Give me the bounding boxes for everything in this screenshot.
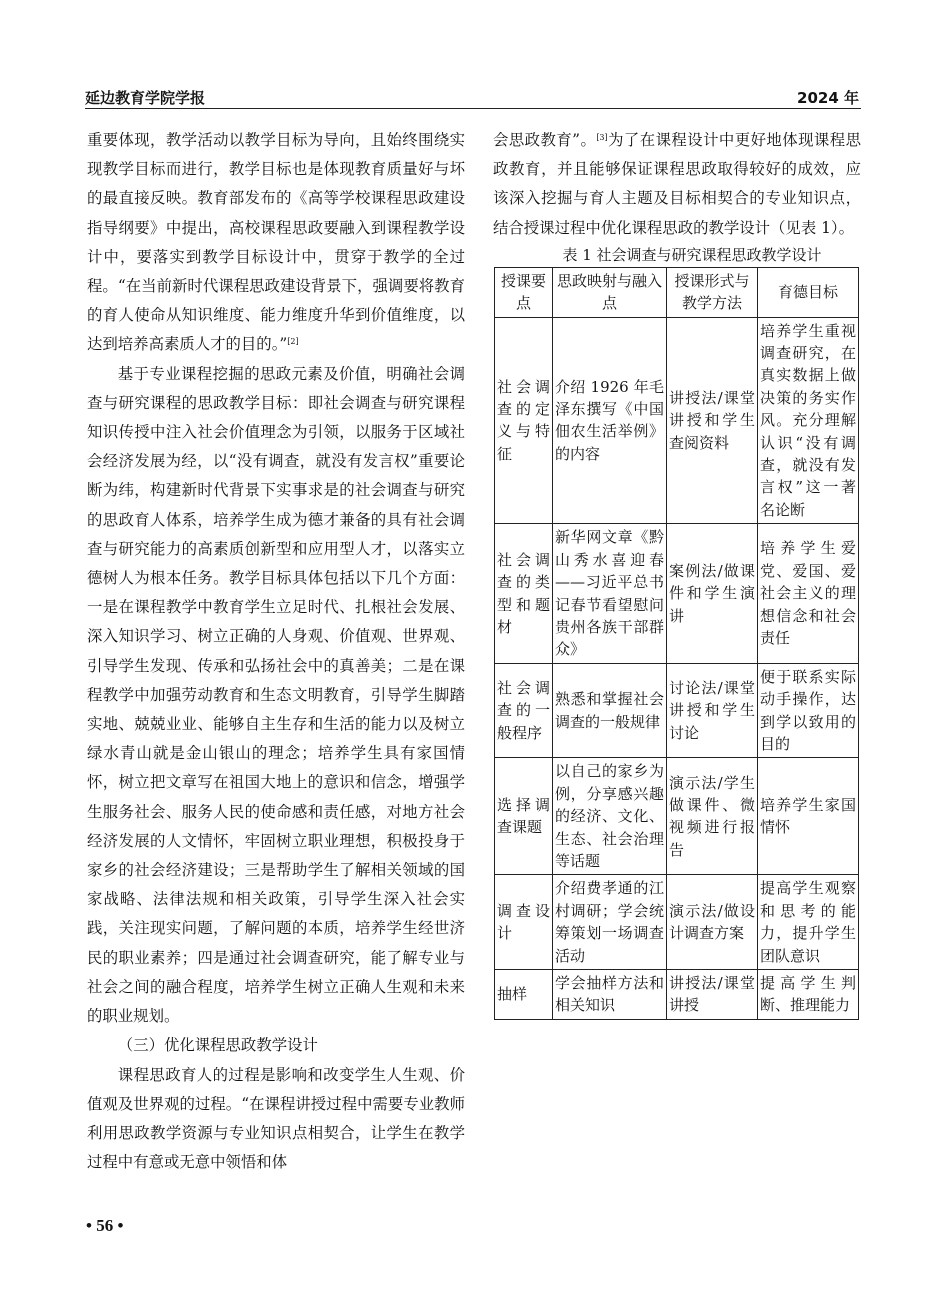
- table-cell: 社会调查的定义与特征: [495, 317, 553, 524]
- table-cell: 社会调查的一般程序: [495, 663, 553, 758]
- table-cell: 培养学生家国情怀: [758, 758, 859, 875]
- running-header: [85, 86, 861, 109]
- table-cell: 讲授法/课堂讲授: [667, 970, 758, 1020]
- table-cell: 演示法/做设计调查方案: [667, 875, 758, 970]
- table-cell: 培养学生爱党、爱国、爱社会主义的理想信念和社会责任: [758, 524, 859, 663]
- table-row: [495, 317, 859, 524]
- table-cell: 选择调查课题: [495, 758, 553, 875]
- table-cell: 介绍 1926 年毛泽东撰写《中国佃农生活举例》的内容: [553, 317, 667, 524]
- paragraph: 基于专业课程挖掘的思政元素及价值，明确社会调查与研究课程的思政教学目标：即社会调查与研究课程知识传授中注入社会价值理念为引领，以服务于区域社会经济发展为经，以“没有调查，就没有发言权”重要论断为纬，构建新时代背景下实事求是的社会调查与研究的思政育人体系，培养学生成为德才兼备的具有社会调查与研究能力的高素质创新型和应用型人才，以落实立德树人为根本任务。教学目标具体包括以下几个方面：一是在课程教学中教育学生立足时代、扎根社会发展、深入知识学习、树立正确的人身观、价值观、世界观、引导学生发现、传承和弘扬社会中的真善美；二是在课程教学中加强劳动教育和生态文明教育，引导学生脚踏实地、兢兢业业、能够自主生存和生活的能力以及树立绿水青山就是金山银山的理念；培养学生具有家国情怀，树立把文章写在祖国大地上的意识和信念，增强学生服务社会、服务人民的使命感和责任感，对地方社会经济发展的人文情怀，牢固树立职业理想，积极投身于家乡的社会经济建设；三是帮助学生了解相关领域的国家战略、法律法规和相关政策，引导学生深入社会实践，关注现实问题，了解问题的本质，培养学生经世济民的职业素养；四是通过社会调查研究，能了解专业与社会之间的融合程度，培养学生树立正确人生观和未来的职业规划。: [87, 364, 465, 1026]
- table-cell: 调查设计: [495, 875, 553, 970]
- table-cell: 介绍费孝通的江村调研；学会统筹策划一场调查活动: [553, 875, 667, 970]
- table-cell: 培养学生重视调查研究，在真实数据上做决策的务实作风。充分理解认识“没有调查，就没有发言权”这一著名论断: [758, 317, 859, 524]
- table-row: [495, 758, 859, 875]
- section-heading: （三）优化课程思政教学设计: [117, 1036, 318, 1055]
- table-header-row: [495, 267, 859, 317]
- table-cell: 社会调查的类型和题材: [495, 524, 553, 663]
- table-cell: 讨论法/课堂讲授和学生讨论: [667, 663, 758, 758]
- table-cell: 学会抽样方法和相关知识: [553, 970, 667, 1020]
- paragraph: 重要体现，教学活动以教学目标为导向，且始终围绕实现教学目标而进行，教学目标也是体现教育质量好与坏的最直接反映。教育部发布的《高等学校课程思政建设指导纲要》中提出，高校课程思政要融入到课程教学设计中，要落实到教学目标设计中，贯穿于教学的全过程。“在当前新时代课程思政建设背景下，强调要将教育的育人使命从知识维度、能力维度升华到价值维度，以达到培养高素质人才的目的。”[2]: [87, 131, 465, 354]
- paragraph: 会思政教育”。[3]为了在课程设计中更好地体现课程思政教育，并且能够保证课程思政取得较好的成效，应该深入挖掘与育人主题及目标相契合的专业知识点，结合授课过程中优化课程思政的教学设计（见表 1）。: [493, 131, 861, 237]
- table-row: [495, 875, 859, 970]
- citation-ref: [2]: [287, 337, 299, 347]
- table-cell: 演示法/学生做课件、微视频进行报告: [667, 758, 758, 875]
- table-cell: 便于联系实际动手操作，达到学以致用的目的: [758, 663, 859, 758]
- table-caption: 表 1 社会调查与研究课程思政教学设计: [562, 245, 822, 264]
- left-column: [87, 126, 465, 1177]
- table-row: [495, 970, 859, 1020]
- column-header: 育德目标: [758, 267, 859, 317]
- table-cell: 提高学生观察和思考的能力，提升学生团队意识: [758, 875, 859, 970]
- table-cell: 熟悉和掌握社会调查的一般规律: [553, 663, 667, 758]
- journal-title: 延边教育学院学报: [85, 89, 206, 107]
- table-cell: 以自己的家乡为例，分享感兴趣的经济、文化、生态、社会治理等话题: [553, 758, 667, 875]
- citation-ref: [3]: [596, 133, 608, 142]
- paragraph: 课程思政育人的过程是影响和改变学生人生观、价值观及世界观的过程。“在课程讲授过程中需要专业教师利用思政教学资源与专业知识点相契合，让学生在教学过程中有意或无意中领悟和体: [87, 1065, 465, 1172]
- table-row: [495, 663, 859, 758]
- right-column: [493, 126, 861, 1020]
- table-cell: 抽样: [495, 970, 553, 1020]
- page-number: • 56 •: [86, 1216, 124, 1235]
- table-cell: 新华网文章《黔山秀水喜迎春——习近平总书记春节看望慰问贵州各族干部群众》: [553, 524, 667, 663]
- table-cell: 提高学生判断、推理能力: [758, 970, 859, 1020]
- course-design-table: [494, 267, 859, 1020]
- journal-year: 2024 年: [797, 89, 859, 107]
- table-row: [495, 524, 859, 663]
- column-header: 思政映射与融入点: [553, 267, 667, 317]
- table-cell: 案例法/做课件和学生演讲: [667, 524, 758, 663]
- column-header: 授课形式与教学方法: [667, 267, 758, 317]
- column-header: 授课要点: [495, 267, 553, 317]
- table-cell: 讲授法/课堂讲授和学生查阅资料: [667, 317, 758, 524]
